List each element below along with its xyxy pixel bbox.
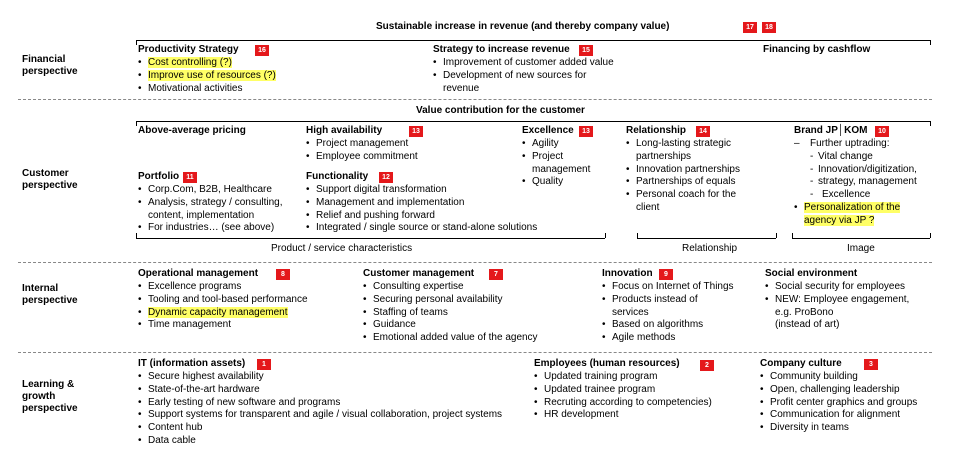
list-item: • Securing personal availability [363, 294, 538, 307]
list-item: • Emotional added value of the agency [363, 332, 538, 345]
list-item: • Early testing of new software and programs [138, 397, 502, 410]
list-item: e.g. ProBono [775, 306, 834, 318]
list-item: - Innovation/digitization, [810, 164, 917, 177]
portfolio [138, 171, 283, 235]
social-environment [765, 268, 909, 332]
list-item: • Based on algorithms [602, 319, 734, 332]
badge-7: 7 [489, 269, 503, 280]
badge-3: 3 [864, 359, 878, 370]
separator-internal [18, 352, 932, 353]
list-item: • Support systems for transparent and agile / visual collaboration, project systems [138, 409, 502, 422]
list-item: • Support digital transformation [306, 184, 537, 197]
list-item: • Personalization of the [794, 202, 917, 215]
badge-15: 15 [579, 45, 593, 56]
list-item: • Integrated / single source or stand-alone solutions [306, 222, 537, 235]
list-item: • Project [522, 151, 590, 164]
product-characteristics-label: Product / service characteristics [271, 243, 413, 254]
list-item: • Tooling and tool-based performance [138, 294, 308, 307]
relationship-label: Relationship [682, 243, 738, 254]
badge-14: 14 [696, 126, 710, 137]
brand-title: Brand JP│KOM [794, 125, 868, 136]
productivity-title: Productivity Strategy [138, 44, 239, 55]
high-availability [306, 125, 418, 164]
separator-financial [18, 99, 932, 100]
list-item: • Focus on Internet of Things [602, 281, 734, 294]
list-item: • Updated training program [534, 371, 712, 384]
badge-11: 11 [183, 172, 197, 183]
list-item: – Further uptrading: [794, 138, 917, 151]
list-item: • Relief and pushing forward [306, 210, 537, 223]
list-item: • State-of-the-art hardware [138, 384, 502, 397]
top-title: Sustainable increase in revenue (and thereby company value) [376, 21, 670, 32]
list-item: • Products instead of [602, 294, 734, 307]
list-item: • Social security for employees [765, 281, 909, 294]
list-item: • Updated trainee program [534, 384, 712, 397]
list-item: • Profit center graphics and groups [760, 397, 917, 410]
culture-title: Company culture [760, 358, 842, 369]
list-item: content, implementation [148, 209, 255, 221]
it-title: IT (information assets) [138, 358, 246, 369]
customer-perspective-label: Customer perspective [22, 168, 78, 191]
list-item: • HR development [534, 409, 712, 422]
list-item: - Vital change [810, 151, 917, 164]
list-item: • Excellence programs [138, 281, 308, 294]
list-item: • Analysis, strategy / consulting, [138, 197, 283, 210]
list-item: revenue [443, 82, 480, 94]
image-bracket-line [792, 238, 930, 239]
list-item: • Development of new sources for [433, 70, 614, 83]
operational-title: Operational management [138, 268, 259, 279]
list-item: • Cost controlling (?) [138, 57, 276, 70]
list-item: (instead of art) [775, 319, 840, 331]
product-bracket-line [136, 238, 605, 239]
it-assets [138, 358, 502, 448]
innovation-title: Innovation [602, 268, 653, 279]
list-item: • Project management [306, 138, 418, 151]
badge-2: 2 [700, 360, 714, 371]
badge-1: 1 [257, 359, 271, 370]
value-contribution-title: Value contribution for the customer [416, 105, 585, 116]
value-bracket-line [136, 121, 930, 122]
list-item: • Partnerships of equals [626, 176, 740, 189]
list-item: • Dynamic capacity management [138, 307, 308, 320]
list-item: • Recruting according to competencies) [534, 397, 712, 410]
list-item: • Personal coach for the [626, 189, 740, 202]
top-bracket-line [136, 40, 930, 41]
relationship-bracket-line [637, 238, 776, 239]
list-item: • Quality [522, 176, 590, 189]
badge-17: 17 [743, 22, 757, 33]
list-item: • Communication for alignment [760, 409, 917, 422]
badge-9: 9 [659, 269, 673, 280]
list-item: • Agility [522, 138, 590, 151]
badge-18: 18 [762, 22, 776, 33]
list-item: client [636, 201, 660, 213]
list-item: • Time management [138, 319, 308, 332]
excellence-title: Excellence [522, 125, 574, 136]
badge-12: 12 [379, 172, 393, 183]
list-item: • Management and implementation [306, 197, 537, 210]
cashflow-title: Financing by cashflow [763, 44, 871, 55]
list-item: • Motivational activities [138, 83, 276, 96]
functionality-title: Functionality [306, 171, 369, 182]
list-item: partnerships [636, 150, 692, 162]
list-item: • NEW: Employee engagement, [765, 294, 909, 307]
list-item: • Agile methods [602, 332, 734, 345]
list-item: agency via JP ? [804, 214, 875, 226]
badge-10: 10 [875, 126, 889, 137]
list-item: services [612, 306, 649, 318]
list-item: • Improve use of resources (?) [138, 70, 276, 83]
list-item: • Data cable [138, 435, 502, 448]
functionality [306, 171, 537, 235]
badge-16: 16 [255, 45, 269, 56]
list-item: management [532, 163, 591, 175]
separator-customer [18, 262, 932, 263]
image-label: Image [847, 243, 875, 254]
pricing-title: Above-average pricing [138, 125, 246, 136]
list-item: • Employee commitment [306, 151, 418, 164]
list-item: • Content hub [138, 422, 502, 435]
badge-8: 8 [276, 269, 290, 280]
list-item: • Innovation partnerships [626, 164, 740, 177]
badge-13-availability: 13 [409, 126, 423, 137]
revenue-title: Strategy to increase revenue [433, 44, 570, 55]
list-item: • Community building [760, 371, 917, 384]
list-item: • For industries… (see above) [138, 222, 283, 235]
list-item: - strategy, management [810, 176, 917, 189]
financial-perspective-label: Financial perspective [22, 54, 78, 77]
list-item: • Corp.Com, B2B, Healthcare [138, 184, 283, 197]
list-item: - Excellence [810, 189, 917, 202]
badge-13-excellence: 13 [579, 126, 593, 137]
brand [794, 125, 917, 228]
list-item: • Consulting expertise [363, 281, 538, 294]
list-item: • Diversity in teams [760, 422, 917, 435]
relationship [626, 125, 740, 215]
portfolio-title: Portfolio [138, 171, 180, 182]
internal-perspective-label: Internal perspective [22, 283, 78, 306]
list-item: • Long-lasting strategic [626, 138, 740, 151]
list-item: • Guidance [363, 319, 538, 332]
availability-title: High availability [306, 125, 383, 136]
social-title: Social environment [765, 268, 858, 279]
employees [534, 358, 712, 422]
customer-management-title: Customer management [363, 268, 475, 279]
list-item: • Improvement of customer added value [433, 57, 614, 70]
list-item: • Staffing of teams [363, 307, 538, 320]
learning-perspective-label: Learning & growth perspective [22, 379, 78, 414]
relationship-title: Relationship [626, 125, 687, 136]
employees-title: Employees (human resources) [534, 358, 680, 369]
customer-management [363, 268, 538, 345]
list-item: • Open, challenging leadership [760, 384, 917, 397]
list-item: • Secure highest availability [138, 371, 502, 384]
company-culture [760, 358, 917, 435]
